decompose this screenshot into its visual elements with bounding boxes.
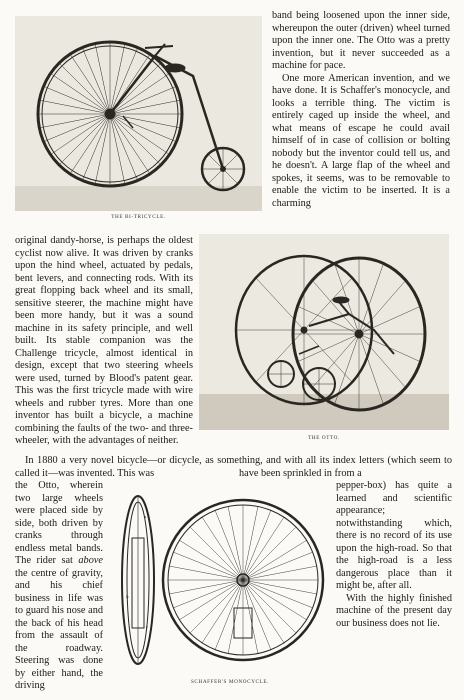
text-run: the Otto, wherein two large wheels were placed side by side, both driven by cranks through endless metal bands. The rider sat <box>15 480 103 566</box>
bi-tricycle-illustration <box>15 16 262 211</box>
paragraph: thing, and with all its index letters (which seem to have been sprinkled in from a <box>239 455 452 479</box>
bottom-right-column <box>336 480 452 630</box>
bi-tricycle-caption: THE BI-TRICYCLE. <box>111 214 166 220</box>
paragraph: In 1880 a very novel bicycle—or dicycle, as some called it—was invented. This was <box>15 455 239 479</box>
svg-text:b: b <box>126 594 129 599</box>
monocycle-illustration <box>106 478 328 678</box>
bottom-left-column <box>15 480 103 693</box>
svg-text:c: c <box>146 624 149 629</box>
bottom-intro-text <box>15 455 239 480</box>
monocycle-caption: SCHAFFER'S MONOCYCLE. <box>190 679 270 685</box>
otto-caption: THE OTTO. <box>308 435 340 441</box>
text-run: the centre of gravity, and his chief business in life was to guard his nose and the back of his head from the assault of the roadway. Steering was done by either hand, the driving <box>15 567 103 691</box>
paragraph: One more American invention, and we have done. It is Schaffer's monocycle, and looks a terrible thing. The victim is entirely caged up inside the wheel, and what means of escape he could avail himself of in case of collision or bolting nobody but the inventor could tell us, and he doesn't. A large flap of the wheel and spokes, it seems, was to be removable to enable the victim to be inserted. It is a charming <box>272 72 450 209</box>
paragraph: With the highly finished machine of the present day our business does not lie. <box>336 592 452 629</box>
emphasis-text: above <box>78 555 103 566</box>
middle-left-column <box>15 235 193 448</box>
top-right-column <box>272 10 450 210</box>
otto-illustration <box>199 234 449 430</box>
paragraph: original dandy-horse, is perhaps the oldest cyclist now alive. It was driven by cranks upon the hind wheel, actuated by pedals, bent levers, and connecting rods. With its great flopping back wheel and its small, sensitive steerer, the machine might have been more handy, but it was a sound machine in its safety principle, and well built. Its stable companion was the Challenge tricycle, almost identical in design, except that two steering wheels were used, turned by Blood's patent gear. This was the first tricycle made with wire wheels and rubber tyres. More than one inventor has built a bicycle, a machine combining the faults of the two- and three-wheeler, with the advantages of neither. <box>15 235 193 446</box>
svg-text:a: a <box>144 514 147 519</box>
paragraph <box>15 480 103 693</box>
paragraph: band being loosened upon the inner side, whereupon the outer (driven) wheel turned upon the inner one. The Otto was a pretty invention, but it never succeeded as a machine for pace. <box>272 10 450 71</box>
bottom-right-top-text <box>239 455 452 480</box>
paragraph: pepper-box) has quite a learned and scientific appearance; notwithstanding which, there is no record of its use upon the high-road. So that the high-road is a less dangerous place than it might be, after all. <box>336 480 452 591</box>
